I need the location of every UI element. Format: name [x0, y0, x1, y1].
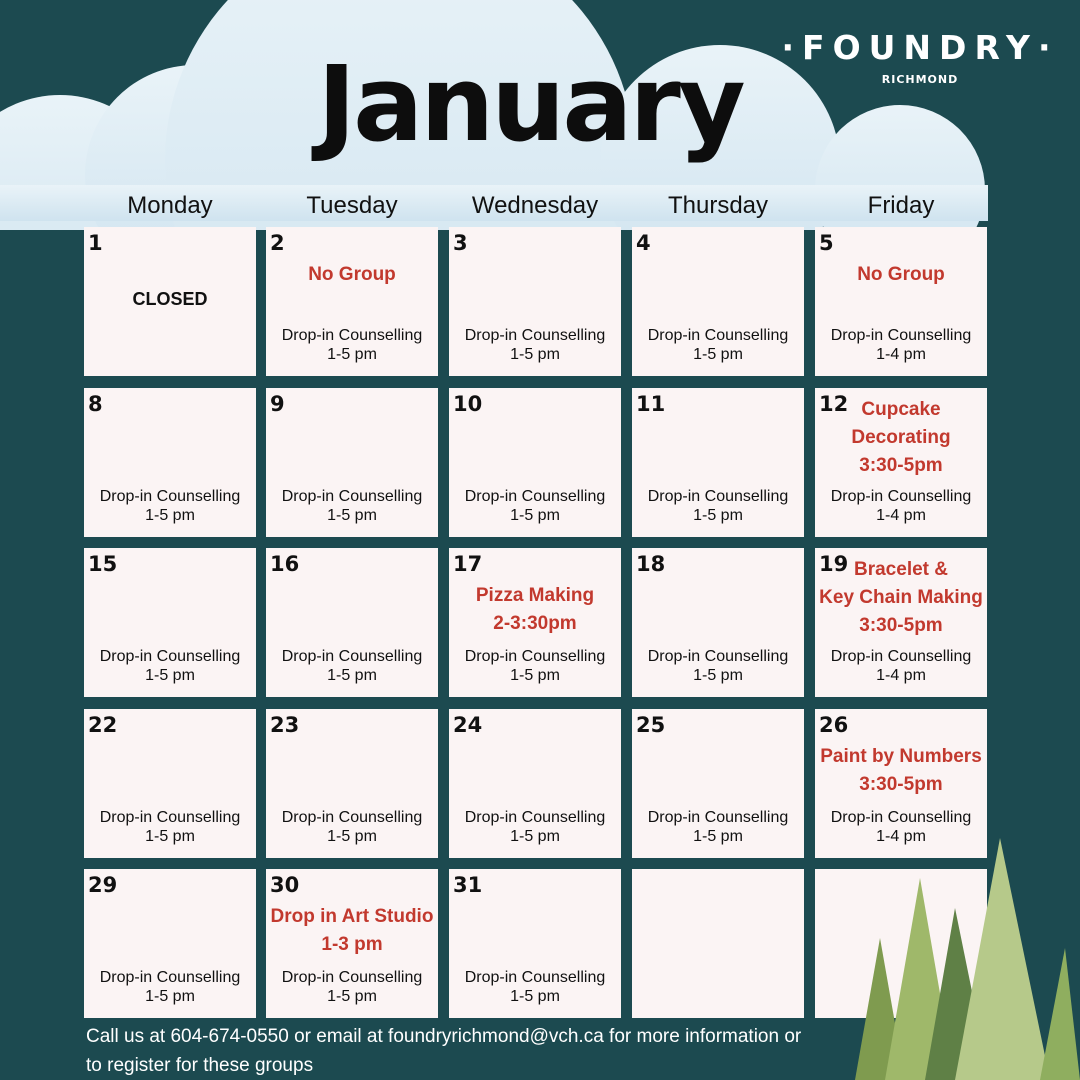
counselling-line: Drop-in Counselling	[647, 488, 789, 505]
day-cell	[84, 709, 256, 858]
drop-in-counselling	[632, 487, 804, 525]
day-number: 17	[453, 552, 483, 576]
day-number: 15	[88, 552, 118, 576]
counselling-line: Drop-in Counselling	[647, 809, 789, 826]
group-event	[815, 743, 987, 799]
day-number: 25	[636, 713, 666, 737]
counselling-line: Drop-in Counselling	[647, 327, 789, 344]
day-cell	[84, 548, 256, 697]
group-event	[815, 261, 987, 289]
day-cell	[815, 388, 987, 537]
counselling-line: 1-5 pm	[145, 667, 195, 684]
day-cell	[266, 388, 438, 537]
day-cell	[632, 548, 804, 697]
foundry-logo	[780, 28, 1060, 86]
drop-in-counselling	[266, 968, 438, 1006]
group-event	[449, 582, 621, 638]
drop-in-counselling	[815, 487, 987, 525]
drop-in-counselling	[84, 968, 256, 1006]
weekday-tuesday: Tuesday	[306, 192, 398, 219]
counselling-line: 1-5 pm	[327, 507, 377, 524]
counselling-line: 1-5 pm	[510, 507, 560, 524]
event-line: 3:30-5pm	[859, 455, 943, 476]
day-cell	[449, 227, 621, 376]
day-number: 22	[88, 713, 118, 737]
day-cell	[815, 227, 987, 376]
drop-in-counselling	[266, 647, 438, 685]
counselling-line: 1-5 pm	[327, 828, 377, 845]
day-number: 12	[819, 392, 849, 416]
day-cell	[632, 227, 804, 376]
counselling-line: Drop-in Counselling	[281, 809, 423, 826]
event-line: Drop in Art Studio	[270, 906, 434, 927]
counselling-line: 1-5 pm	[510, 667, 560, 684]
counselling-line: Drop-in Counselling	[830, 488, 972, 505]
day-number: 4	[636, 231, 651, 255]
day-cell	[84, 869, 256, 1018]
counselling-line: Drop-in Counselling	[99, 648, 241, 665]
brand-location: RICHMOND	[881, 73, 959, 86]
counselling-line: Drop-in Counselling	[464, 648, 606, 665]
day-cell	[84, 388, 256, 537]
counselling-line: 1-5 pm	[693, 346, 743, 363]
day-number: 3	[453, 231, 468, 255]
day-cell	[266, 548, 438, 697]
day-number: 29	[88, 873, 118, 897]
day-number: 2	[270, 231, 285, 255]
event-line: No Group	[857, 264, 945, 285]
day-number: 18	[636, 552, 666, 576]
day-number: 8	[88, 392, 103, 416]
day-cell	[449, 709, 621, 858]
counselling-line: 1-5 pm	[145, 828, 195, 845]
group-event	[815, 556, 987, 640]
event-line: 2-3:30pm	[493, 613, 577, 634]
counselling-line: Drop-in Counselling	[647, 648, 789, 665]
event-line: No Group	[308, 264, 396, 285]
drop-in-counselling	[84, 487, 256, 525]
weekday-friday: Friday	[867, 192, 935, 219]
day-cell	[815, 548, 987, 697]
day-number: 16	[270, 552, 300, 576]
counselling-line: Drop-in Counselling	[464, 327, 606, 344]
counselling-line: 1-5 pm	[693, 667, 743, 684]
month-title: January	[317, 43, 743, 165]
counselling-line: 1-4 pm	[876, 507, 926, 524]
day-cell	[815, 709, 987, 858]
weekday-wednesday: Wednesday	[471, 192, 599, 219]
group-event	[266, 261, 438, 289]
footer-contact: Call us at 604-674-0550 or email at foundryrichmond@vch.ca for more information or to register for these groups	[86, 1026, 802, 1076]
drop-in-counselling	[632, 326, 804, 364]
day-number: 26	[819, 713, 849, 737]
day-cell	[632, 388, 804, 537]
counselling-line: 1-5 pm	[510, 828, 560, 845]
counselling-line: 1-5 pm	[327, 667, 377, 684]
counselling-line: 1-4 pm	[876, 828, 926, 845]
day-cell	[449, 869, 621, 1018]
group-event	[815, 396, 987, 480]
event-line: Key Chain Making	[819, 587, 983, 608]
day-cell	[449, 548, 621, 697]
drop-in-counselling	[84, 647, 256, 685]
counselling-line: 1-5 pm	[693, 828, 743, 845]
event-line: Cupcake	[861, 399, 941, 420]
day-cell	[632, 869, 804, 1018]
drop-in-counselling	[449, 647, 621, 685]
counselling-line: Drop-in Counselling	[281, 488, 423, 505]
counselling-line: Drop-in Counselling	[830, 809, 972, 826]
drop-in-counselling	[449, 326, 621, 364]
drop-in-counselling	[84, 808, 256, 846]
counselling-line: 1-4 pm	[876, 346, 926, 363]
counselling-line: Drop-in Counselling	[281, 327, 423, 344]
weekday-thursday: Thursday	[667, 192, 769, 219]
day-number: 11	[636, 392, 666, 416]
drop-in-counselling	[815, 326, 987, 364]
counselling-line: 1-5 pm	[510, 988, 560, 1005]
day-number: 31	[453, 873, 483, 897]
event-line: 3:30-5pm	[859, 615, 943, 636]
counselling-line: 1-5 pm	[327, 988, 377, 1005]
day-cell	[84, 227, 256, 376]
counselling-line: Drop-in Counselling	[830, 648, 972, 665]
brand-name: ·FOUNDRY·	[781, 28, 1059, 67]
counselling-line: Drop-in Counselling	[99, 488, 241, 505]
day-cell	[449, 388, 621, 537]
counselling-line: Drop-in Counselling	[281, 969, 423, 986]
day-number: 9	[270, 392, 285, 416]
drop-in-counselling	[632, 647, 804, 685]
day-number: 10	[453, 392, 483, 416]
day-number: 23	[270, 713, 300, 737]
event-line: Bracelet &	[854, 559, 948, 580]
counselling-line: Drop-in Counselling	[99, 969, 241, 986]
day-cell	[266, 227, 438, 376]
day-number: 19	[819, 552, 849, 576]
event-line: Pizza Making	[475, 585, 595, 606]
closed-label: CLOSED	[132, 289, 208, 309]
drop-in-counselling	[266, 487, 438, 525]
drop-in-counselling	[449, 487, 621, 525]
drop-in-counselling	[449, 808, 621, 846]
day-number: 30	[270, 873, 300, 897]
counselling-line: 1-5 pm	[693, 507, 743, 524]
counselling-line: 1-5 pm	[510, 346, 560, 363]
counselling-line: 1-5 pm	[327, 346, 377, 363]
counselling-line: Drop-in Counselling	[464, 969, 606, 986]
counselling-line: Drop-in Counselling	[99, 809, 241, 826]
event-line: Paint by Numbers	[820, 746, 982, 767]
pine-trees-illustration	[850, 838, 1080, 1080]
counselling-line: Drop-in Counselling	[464, 488, 606, 505]
day-number: 5	[819, 231, 834, 255]
counselling-line: 1-5 pm	[145, 988, 195, 1005]
counselling-line: 1-4 pm	[876, 667, 926, 684]
weekday-monday: Monday	[127, 192, 213, 219]
counselling-line: Drop-in Counselling	[830, 327, 972, 344]
day-cell	[266, 709, 438, 858]
drop-in-counselling	[266, 326, 438, 364]
drop-in-counselling	[449, 968, 621, 1006]
day-number: 24	[453, 713, 483, 737]
counselling-line: Drop-in Counselling	[281, 648, 423, 665]
event-line: Decorating	[851, 427, 951, 448]
drop-in-counselling	[266, 808, 438, 846]
day-cell	[266, 869, 438, 1018]
counselling-line: 1-5 pm	[145, 507, 195, 524]
day-number: 1	[88, 231, 103, 255]
drop-in-counselling	[632, 808, 804, 846]
event-line: 1-3 pm	[321, 934, 383, 955]
drop-in-counselling	[815, 647, 987, 685]
day-cell	[632, 709, 804, 858]
event-line: 3:30-5pm	[859, 774, 943, 795]
group-event	[266, 903, 438, 959]
counselling-line: Drop-in Counselling	[464, 809, 606, 826]
